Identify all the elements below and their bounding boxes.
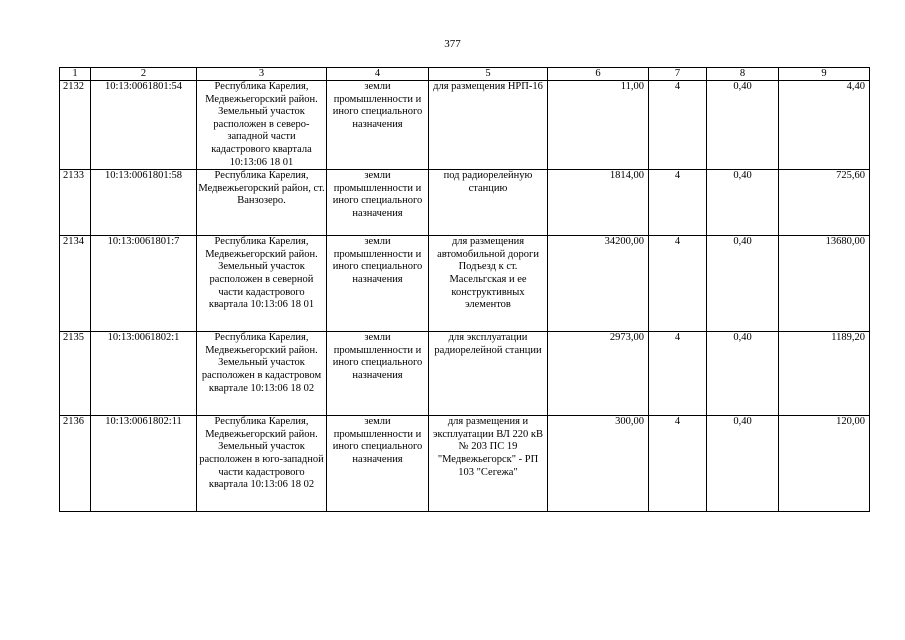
row-number: 2132 [60, 81, 91, 170]
permitted-use: для эксплуатации радиорелейной станции [429, 332, 548, 416]
table-row [60, 170, 870, 236]
table-row [60, 236, 870, 332]
land-category: земли промышленности и иного специального назначения [327, 416, 429, 512]
area-value: 300,00 [548, 416, 649, 512]
row-number: 2135 [60, 332, 91, 416]
table-header-row [60, 68, 870, 81]
cadastral-number: 10:13:0061802:1 [91, 332, 197, 416]
header-cell: 6 [548, 68, 649, 81]
page-number: 377 [444, 38, 461, 50]
total-value: 1189,20 [779, 332, 870, 416]
header-cell: 9 [779, 68, 870, 81]
rate-value: 0,40 [707, 416, 779, 512]
table-row [60, 332, 870, 416]
rate-value: 0,40 [707, 170, 779, 236]
column-7-value: 4 [649, 416, 707, 512]
land-category: земли промышленности и иного специального назначения [327, 236, 429, 332]
row-number: 2136 [60, 416, 91, 512]
header-cell: 1 [60, 68, 91, 81]
area-value: 34200,00 [548, 236, 649, 332]
area-value: 2973,00 [548, 332, 649, 416]
location-description: Республика Карелия, Медвежьегорский район. Земельный участок расположен в юго-западной части кадастрового квартала 10:13:06 18 02 [197, 416, 327, 512]
column-7-value: 4 [649, 332, 707, 416]
permitted-use: для размещения и эксплуатации ВЛ 220 кВ № 203 ПС 19 "Медвежьегорск" - РП 103 "Сегежа" [429, 416, 548, 512]
location-description: Республика Карелия, Медвежьегорский район. Земельный участок расположен в северной части кадастрового квартала 10:13:06 18 01 [197, 236, 327, 332]
header-cell: 2 [91, 68, 197, 81]
header-cell: 7 [649, 68, 707, 81]
header-cell: 8 [707, 68, 779, 81]
location-description: Республика Карелия, Медвежьегорский район. Земельный участок расположен в северо-западной части кадастрового квартала 10:13:06 18 01 [197, 81, 327, 170]
header-cell: 4 [327, 68, 429, 81]
header-cell: 5 [429, 68, 548, 81]
rate-value: 0,40 [707, 81, 779, 170]
location-description: Республика Карелия, Медвежьегорский район. Земельный участок расположен в кадастровом квартале 10:13:06 18 02 [197, 332, 327, 416]
column-7-value: 4 [649, 81, 707, 170]
total-value: 4,40 [779, 81, 870, 170]
cadastral-number: 10:13:0061801:7 [91, 236, 197, 332]
permitted-use: для размещения НРП-16 [429, 81, 548, 170]
table-row [60, 416, 870, 512]
location-description: Республика Карелия, Медвежьегорский район, ст. Ванзозеро. [197, 170, 327, 236]
land-category: земли промышленности и иного специального назначения [327, 170, 429, 236]
column-7-value: 4 [649, 170, 707, 236]
rate-value: 0,40 [707, 236, 779, 332]
table-row [60, 81, 870, 170]
land-registry-table [59, 67, 870, 512]
permitted-use: для размещения автомобильной дороги Подъезд к ст. Масельгская и ее конструктивных элементов [429, 236, 548, 332]
permitted-use: под радиорелейную станцию [429, 170, 548, 236]
total-value: 120,00 [779, 416, 870, 512]
cadastral-number: 10:13:0061802:11 [91, 416, 197, 512]
row-number: 2134 [60, 236, 91, 332]
rate-value: 0,40 [707, 332, 779, 416]
column-7-value: 4 [649, 236, 707, 332]
land-category: земли промышленности и иного специального назначения [327, 81, 429, 170]
cadastral-number: 10:13:0061801:54 [91, 81, 197, 170]
cadastral-number: 10:13:0061801:58 [91, 170, 197, 236]
row-number: 2133 [60, 170, 91, 236]
land-category: земли промышленности и иного специального назначения [327, 332, 429, 416]
header-cell: 3 [197, 68, 327, 81]
area-value: 1814,00 [548, 170, 649, 236]
area-value: 11,00 [548, 81, 649, 170]
total-value: 725,60 [779, 170, 870, 236]
total-value: 13680,00 [779, 236, 870, 332]
